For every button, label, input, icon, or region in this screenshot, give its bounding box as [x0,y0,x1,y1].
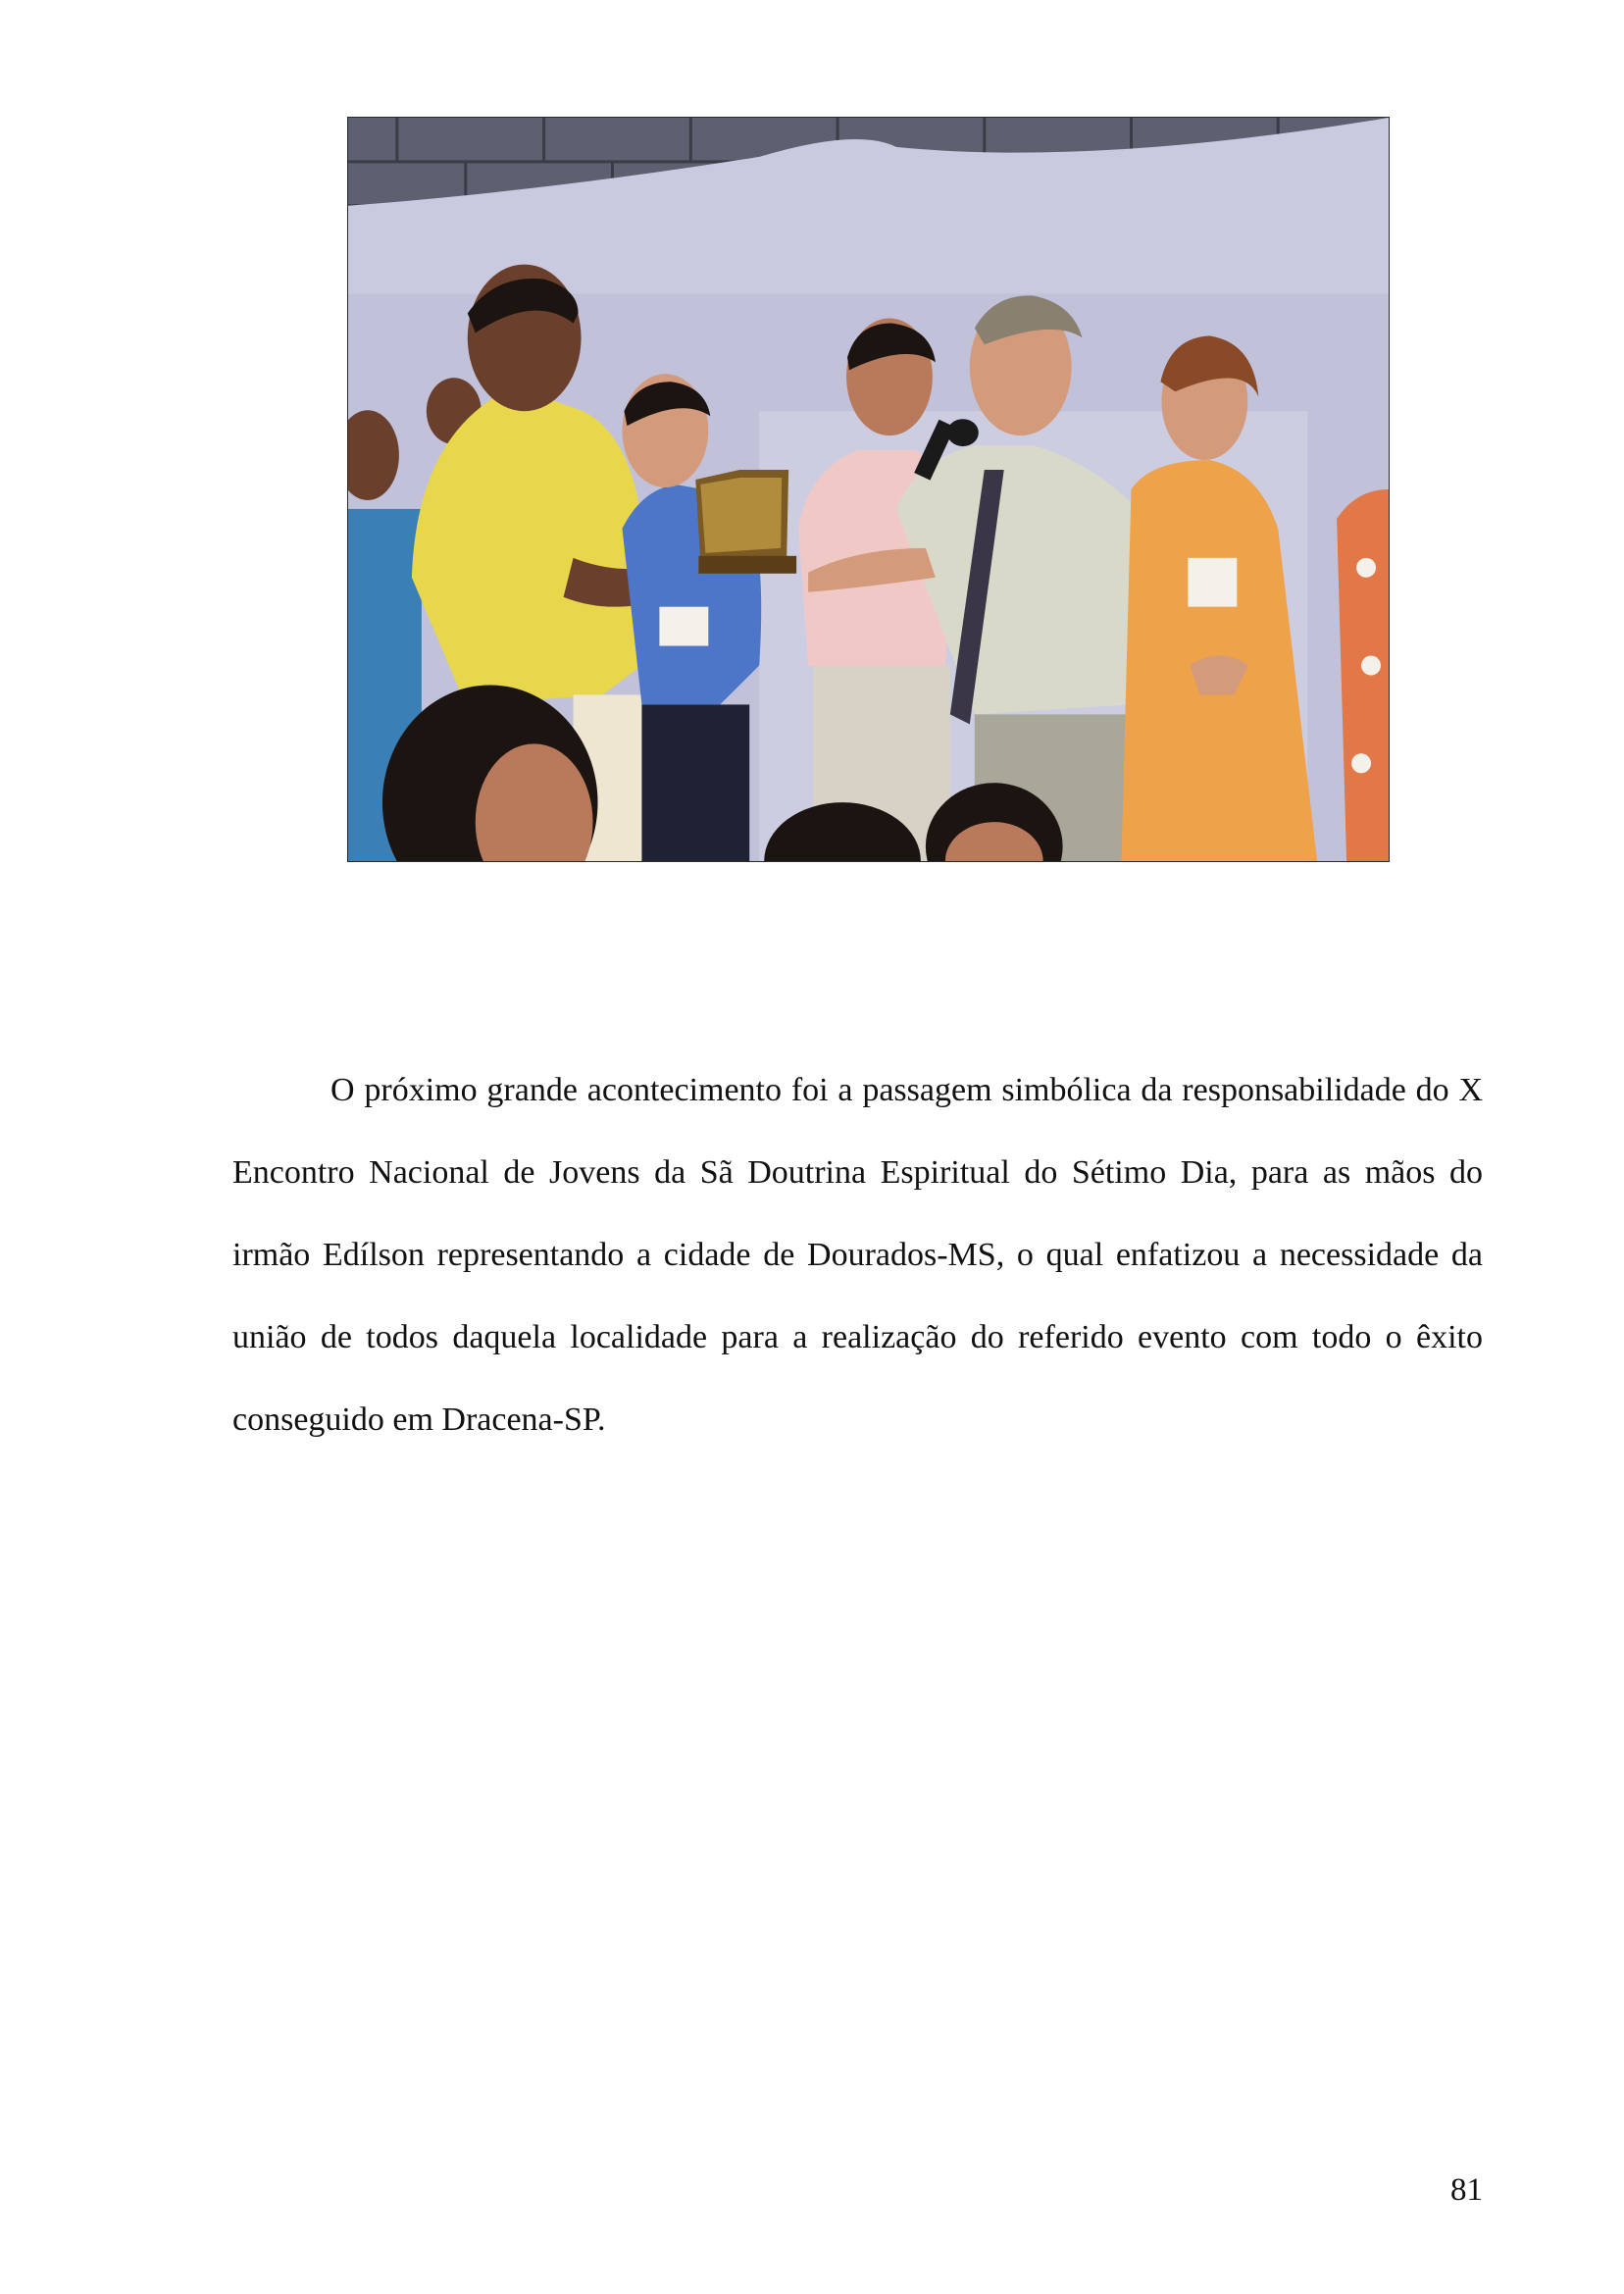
ceremony-photo [347,117,1390,862]
page-number: 81 [1450,2172,1483,2208]
ceremony-photo-illustration [348,118,1389,861]
body-paragraph: O próximo grande acontecimento foi a passagem simbólica da responsabilidade do X Encontro Nacional de Jovens da Sã Doutrina Espiritual do Sétimo Dia, para as mãos do irmão Edílson representando a cidade de Dourados-MS, o qual enfatizou a necessidade da união de todos daquela localidade para a realização do referido evento com todo o êxito conseguido em Dracena-SP. [232,1072,1483,1438]
